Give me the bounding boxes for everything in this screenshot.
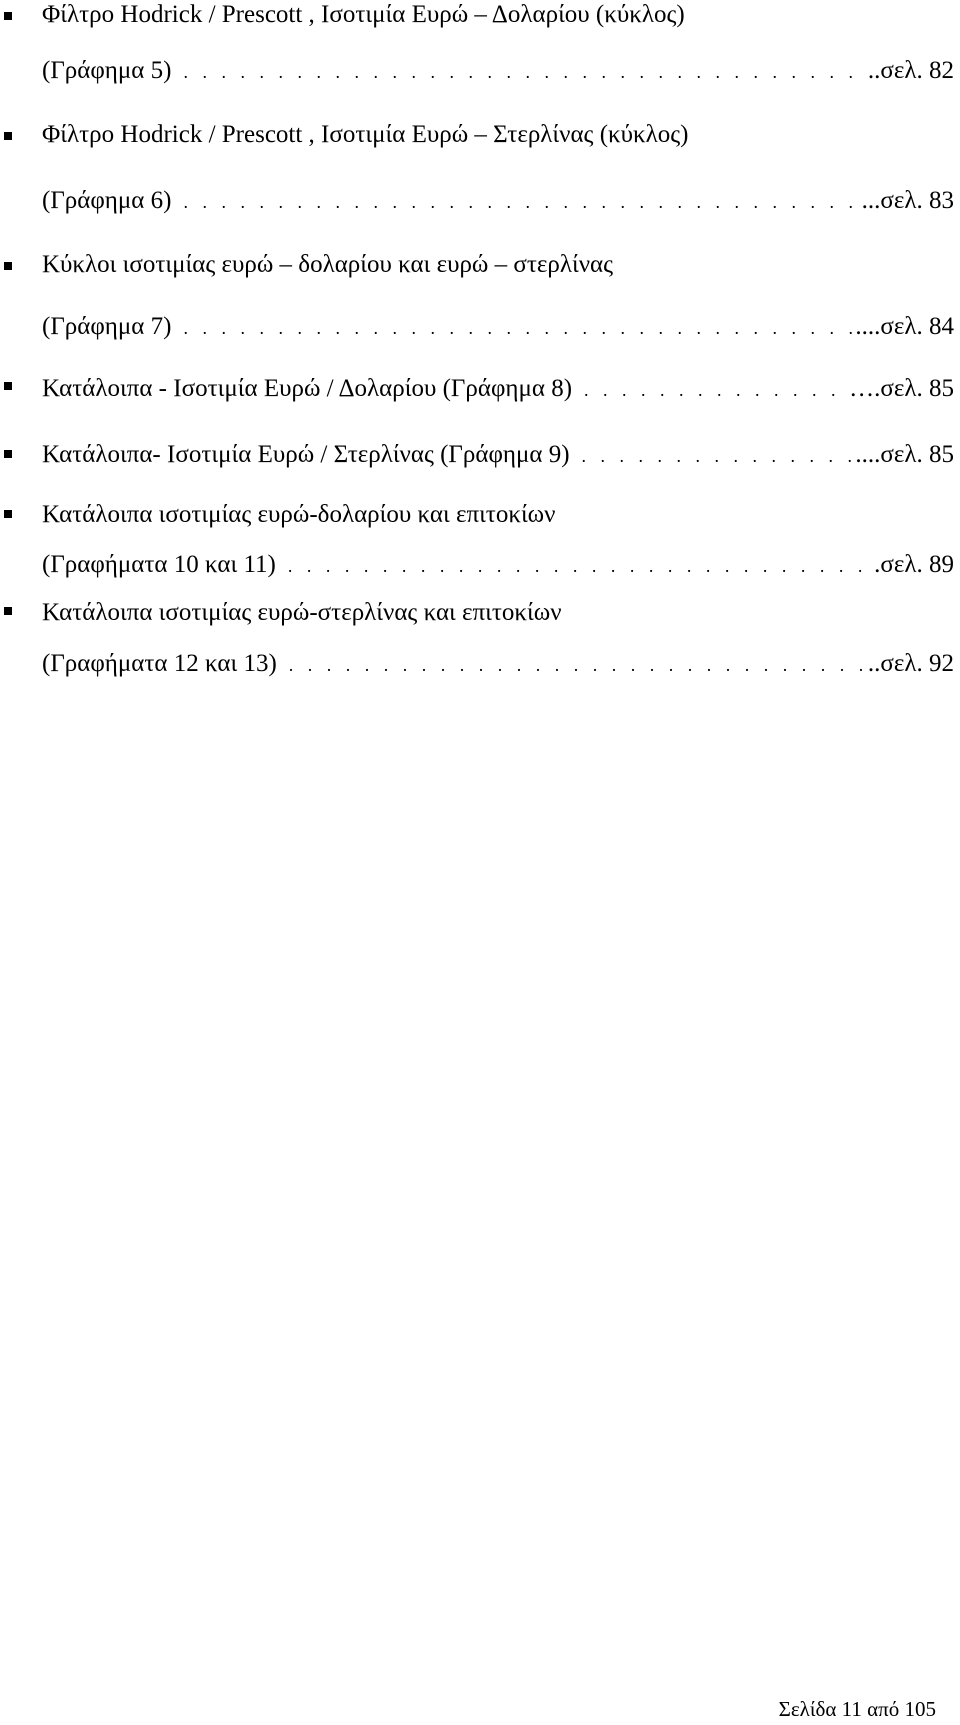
toc-entry-page: ..σελ. 92: [867, 650, 954, 677]
toc-entry-figure-ref: (Γραφήματα 10 και 11): [42, 551, 276, 578]
toc-entry-leader-line: [42, 186, 954, 217]
bullet-icon: [4, 12, 12, 20]
toc-entry-page: ....σελ. 84: [855, 313, 954, 340]
bullet-icon: [4, 607, 12, 615]
toc-entry-text: Κατάλοιπα- Ισοτιμία Ευρώ / Στερλίνας (Γράφημα 9): [42, 441, 570, 468]
toc-entry-page: ...σελ. 83: [861, 187, 954, 214]
dot-leader: [289, 650, 868, 680]
toc-entry-figure-ref: (Γράφημα 5): [42, 57, 172, 84]
dot-leader: [183, 57, 867, 87]
toc-entry-text: Φίλτρο Hodrick / Prescott , Ισοτιμία Ευρώ – Δολαρίου (κύκλος): [42, 1, 685, 28]
dot-leader: [584, 375, 849, 405]
bullet-icon: [4, 450, 12, 458]
toc-entry-leader-line: [42, 56, 954, 87]
toc-entry-page: ..σελ. 82: [867, 57, 954, 84]
dot-leader: [183, 187, 861, 217]
toc-entry-page: ….σελ. 85: [849, 375, 954, 402]
toc-entry-leader-line: [42, 440, 954, 471]
bullet-icon: [4, 382, 12, 390]
toc-entry-leader-line: [42, 649, 954, 680]
bullet-icon: [4, 510, 12, 518]
toc-entry-text: Κατάλοιπα - Ισοτιμία Ευρώ / Δολαρίου (Γράφημα 8): [42, 375, 573, 402]
toc-entry-title: [42, 0, 954, 30]
toc-entry-leader-line: [42, 550, 954, 581]
toc-entry-text: Κατάλοιπα ισοτιμίας ευρώ-στερλίνας και επιτοκίων: [42, 599, 562, 626]
toc-entry-page: .σελ. 89: [874, 551, 954, 578]
toc-entry-title: [42, 250, 954, 280]
bullet-icon: [4, 132, 12, 140]
toc-entry-text: Κύκλοι ισοτιμίας ευρώ – δολαρίου και ευρώ – στερλίνας: [42, 251, 614, 278]
toc-entry-text: Κατάλοιπα ισοτιμίας ευρώ-δολαρίου και επιτοκίων: [42, 501, 556, 528]
toc-entry-title: [42, 500, 954, 530]
toc-entry-figure-ref: (Γράφημα 6): [42, 187, 172, 214]
toc-entry-figure-ref: (Γράφημα 7): [42, 313, 172, 340]
toc-entry-text: Φίλτρο Hodrick / Prescott , Ισοτιμία Ευρώ – Στερλίνας (κύκλος): [42, 121, 689, 148]
toc-entry-page: ....σελ. 85: [855, 441, 954, 468]
toc-entry-leader-line: [42, 312, 954, 343]
bullet-icon: [4, 262, 12, 270]
toc-entry-title: [42, 120, 954, 150]
page-number-footer: Σελίδα 11 από 105: [778, 1697, 936, 1721]
toc-entry-title: [42, 598, 954, 628]
dot-leader: [288, 551, 874, 581]
dot-leader: [582, 441, 856, 471]
dot-leader: [183, 313, 855, 343]
toc-entry-leader-line: [42, 374, 954, 405]
toc-entry-figure-ref: (Γραφήματα 12 και 13): [42, 650, 277, 677]
